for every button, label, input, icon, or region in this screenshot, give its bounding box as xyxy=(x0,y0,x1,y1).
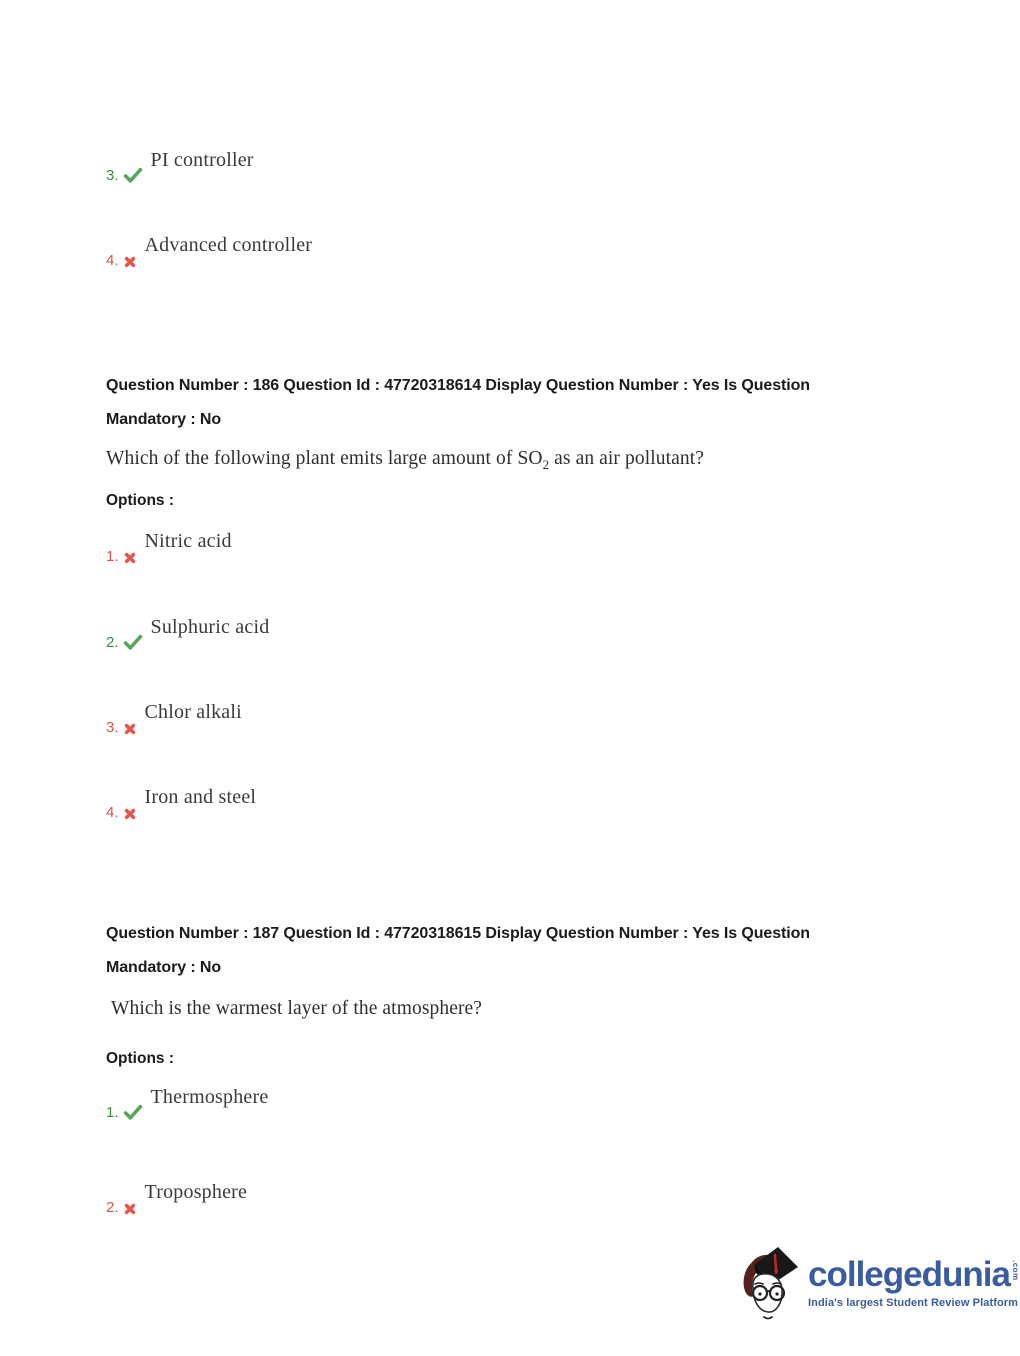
question-186-option-4 xyxy=(106,781,256,823)
option-label: Iron and steel xyxy=(144,786,257,808)
option-number: 2. xyxy=(106,634,119,651)
option-number: 1. xyxy=(106,548,119,565)
question-187-header xyxy=(106,917,912,985)
question-187-options-label: Options : xyxy=(106,1050,175,1067)
option-label: Chlor alkali xyxy=(144,701,242,723)
option-label: PI controller xyxy=(150,149,254,171)
cross-icon xyxy=(124,808,136,823)
question-186-header-line2: Mandatory : No xyxy=(106,411,222,428)
cross-icon xyxy=(124,552,136,567)
brand-domain-suffix: .com xyxy=(1010,1260,1020,1281)
option-label: Troposphere xyxy=(144,1181,248,1203)
option-label: Thermosphere xyxy=(150,1086,269,1108)
cross-icon xyxy=(124,256,136,271)
option-number: 1. xyxy=(106,1104,119,1121)
check-icon xyxy=(124,1105,142,1123)
cross-icon xyxy=(124,723,136,738)
question-186-header-line1: Question Number : 186 Question Id : 47720318614 Display Question Number : Yes Is Question xyxy=(106,377,810,394)
option-number: 4. xyxy=(106,804,119,821)
question-187-header-line2: Mandatory : No xyxy=(106,959,222,976)
brand-wordmark: collegedunia xyxy=(808,1255,1010,1294)
option-number: 4. xyxy=(106,252,119,269)
collegedunia-logo[interactable] xyxy=(738,1243,1020,1325)
question-186-option-3 xyxy=(106,696,242,738)
question-187-header-line1: Question Number : 187 Question Id : 47720318615 Display Question Number : Yes Is Question xyxy=(106,925,810,942)
question-187-option-2 xyxy=(106,1176,247,1218)
brand-tagline: India's largest Student Review Platform xyxy=(808,1297,1019,1309)
option-number: 2. xyxy=(106,1199,119,1216)
question-186-text xyxy=(106,448,704,473)
check-icon xyxy=(124,168,142,186)
check-icon xyxy=(124,635,142,653)
question-186-option-2 xyxy=(106,611,269,653)
logo-text xyxy=(808,1257,1020,1309)
option-label: Advanced controller xyxy=(144,234,313,256)
prev-option-row-4 xyxy=(106,229,312,271)
option-number: 3. xyxy=(106,719,119,736)
graduate-boy-mascot-icon xyxy=(738,1243,802,1325)
option-label: Sulphuric acid xyxy=(150,616,270,638)
question-186-header xyxy=(106,369,912,437)
option-number: 3. xyxy=(106,167,119,184)
prev-option-row-3 xyxy=(106,144,254,186)
question-186-text-part1: Which of the following plant emits large amount of SO xyxy=(106,448,543,469)
question-186-text-part2: as an air pollutant? xyxy=(549,448,704,469)
question-187-text: Which is the warmest layer of the atmosphere? xyxy=(111,998,483,1019)
cross-icon xyxy=(124,1203,136,1218)
question-186-option-1 xyxy=(106,525,232,567)
option-label: Nitric acid xyxy=(144,530,232,552)
question-186-subscript: 2 xyxy=(542,456,550,472)
question-186-options-label: Options : xyxy=(106,492,175,509)
question-187-option-1 xyxy=(106,1081,268,1123)
